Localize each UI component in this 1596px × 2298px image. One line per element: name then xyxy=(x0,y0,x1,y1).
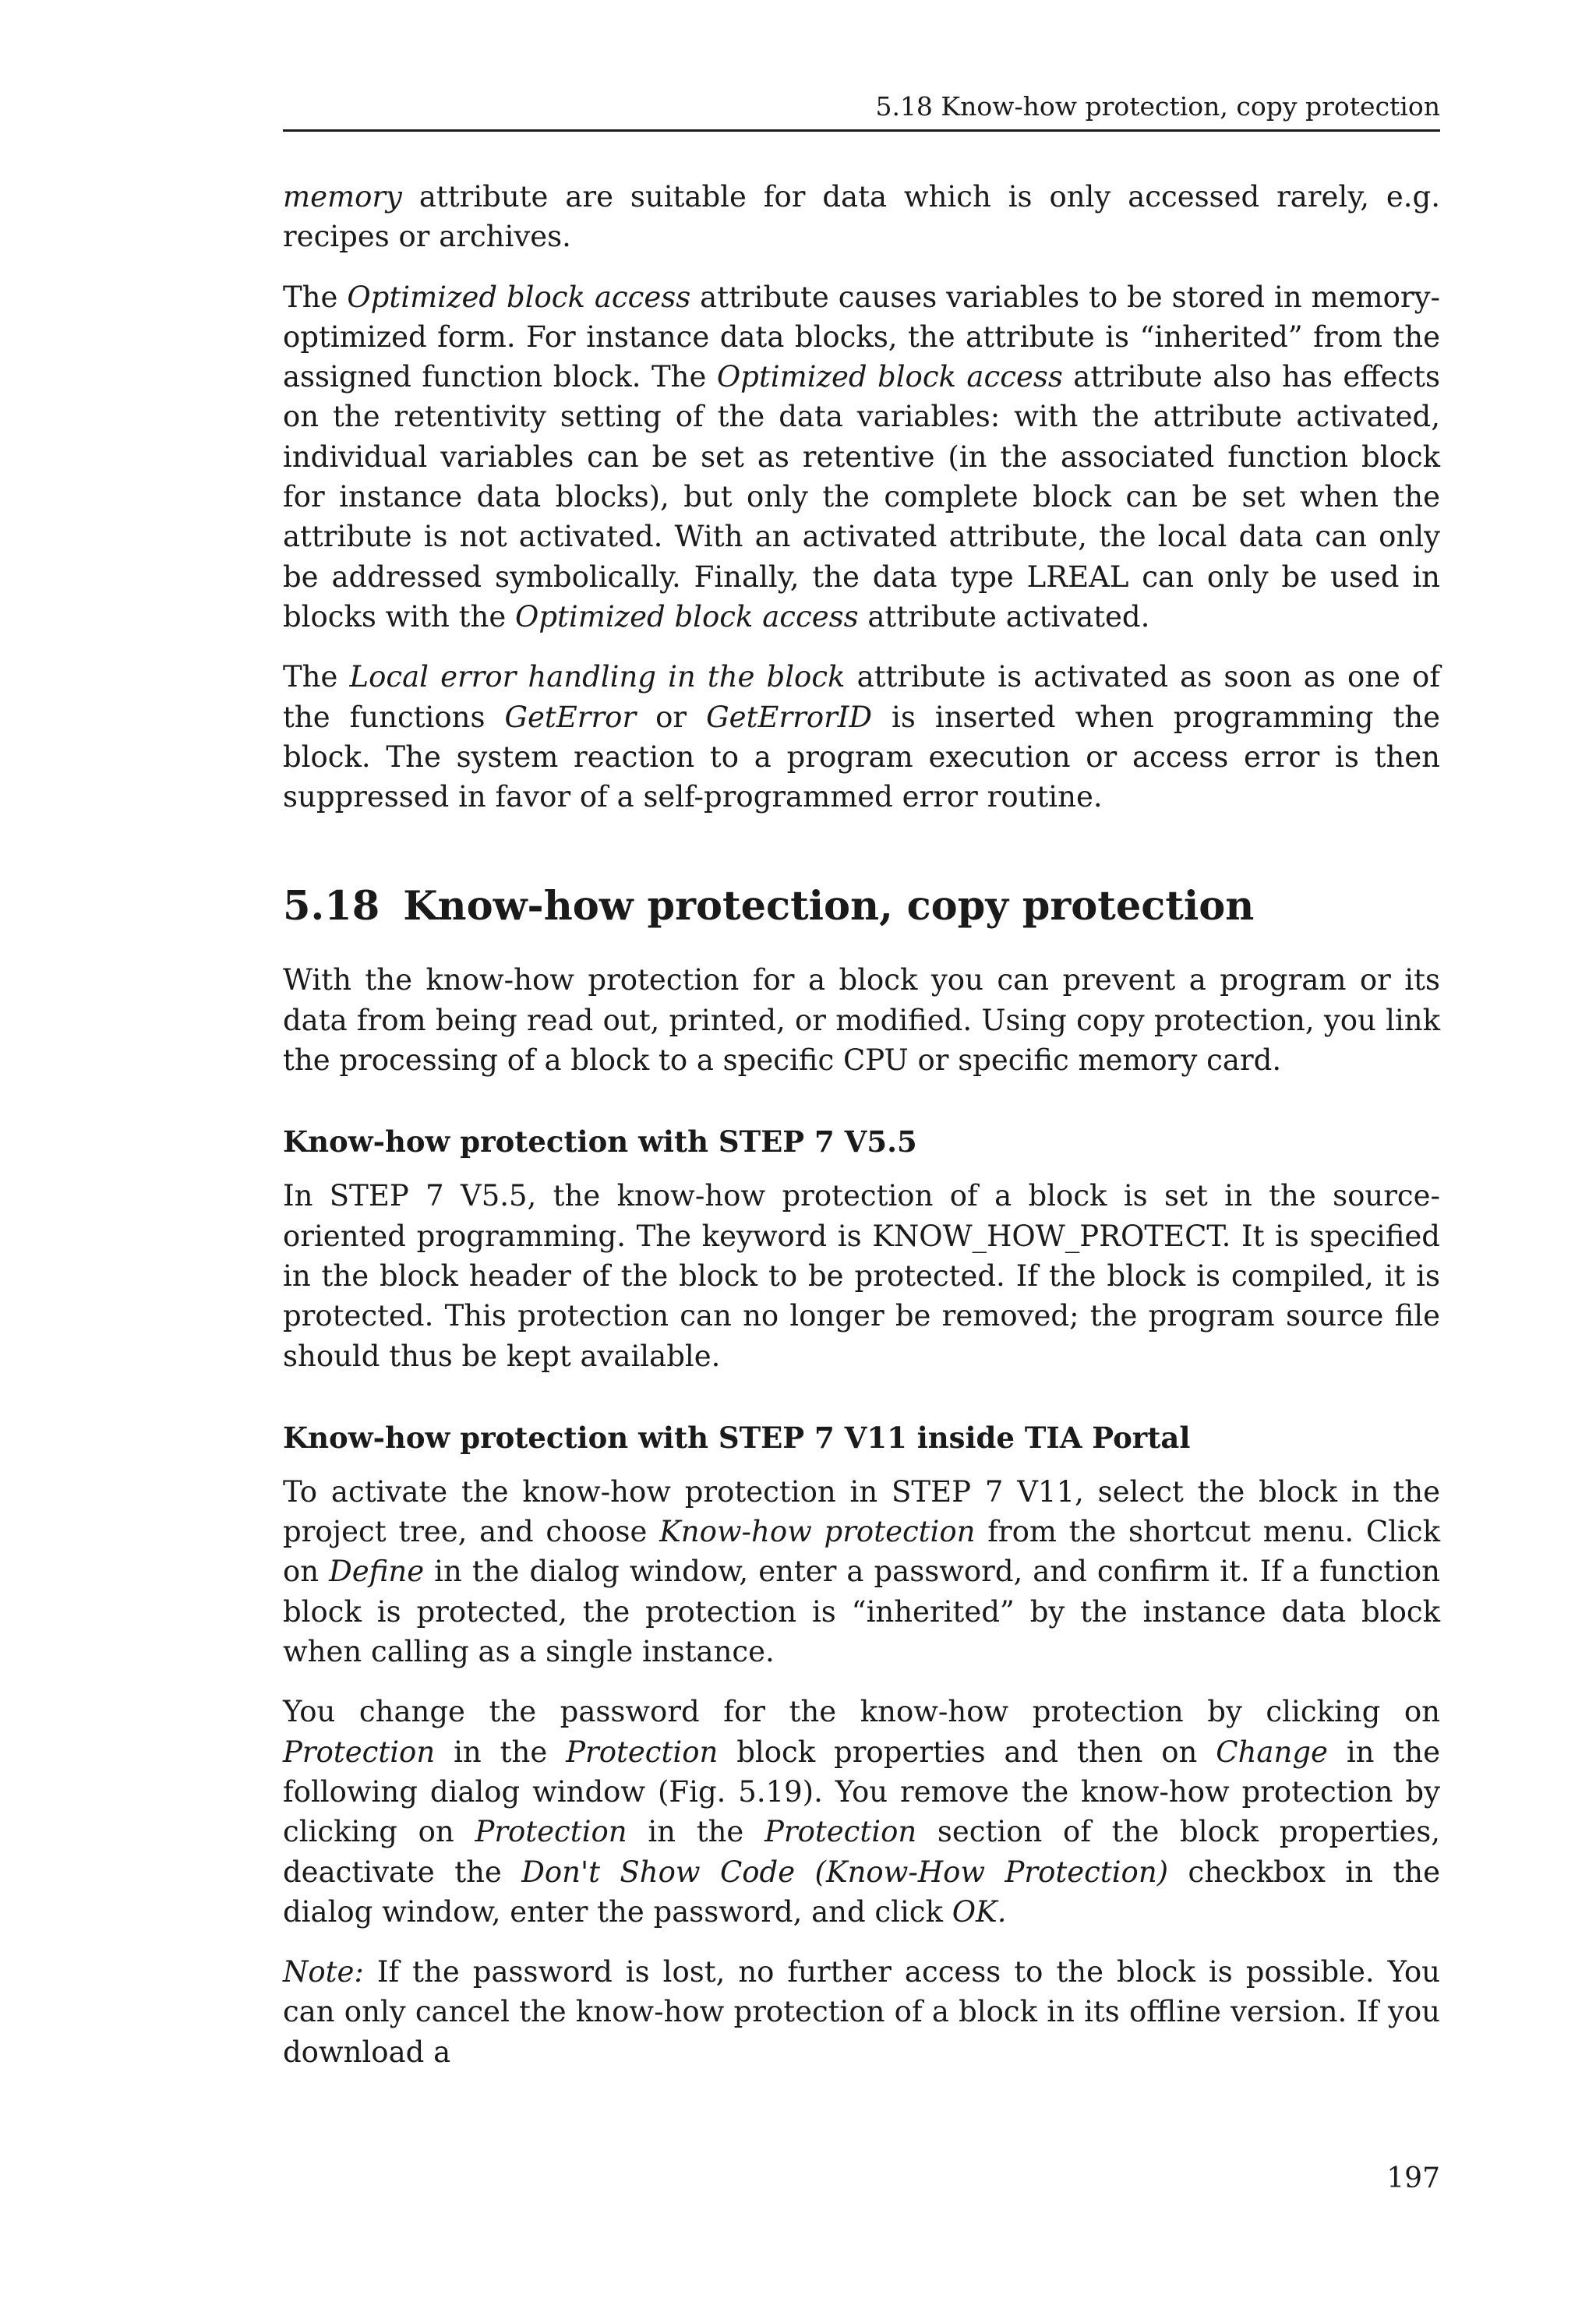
italic-term: GetError xyxy=(504,700,637,734)
page-number: 197 xyxy=(1386,2162,1440,2194)
running-head: 5.18 Know-how protection, copy protection xyxy=(875,91,1440,122)
text-run: in the xyxy=(435,1735,567,1769)
paragraph xyxy=(283,960,1440,1080)
section-heading xyxy=(283,881,1440,932)
section-number: 5.18 xyxy=(283,883,380,930)
subheading: Know-how protection with STEP 7 V11 inside TIA Portal xyxy=(283,1420,1191,1455)
italic-term: Note: xyxy=(283,1955,364,1989)
header-rule xyxy=(283,129,1440,132)
text-run: or xyxy=(636,700,707,734)
text-run: attribute are suitable for data which is only accessed rarely, e.g. recipes or archives. xyxy=(283,180,1440,254)
subheading: Know-how protection with STEP 7 V5.5 xyxy=(283,1124,917,1160)
italic-term: Optimized block access xyxy=(515,599,859,634)
text-run: You change the password for the know-how protection by clicking on xyxy=(283,1695,1440,1729)
italic-term: Optimized block access xyxy=(347,280,691,314)
text-run: is inserted when programming the block. The system reaction to a program execution or access error is then suppressed in favor of a self-programmed error routine. xyxy=(283,700,1440,814)
paragraph xyxy=(283,1176,1440,1375)
text-run: To activate the know-how protection in STEP 7 V11, select the block in the project tree, and choose xyxy=(283,1474,1440,1549)
italic-term: Protection xyxy=(283,1735,436,1769)
text-run: block properties and then on xyxy=(718,1735,1216,1769)
text-run: attribute activated. xyxy=(858,599,1150,634)
italic-term: Local error handling in the block xyxy=(349,660,846,694)
italic-term: GetErrorID xyxy=(706,700,873,734)
paragraph xyxy=(283,277,1440,637)
italic-term: Optimized block access xyxy=(716,360,1063,394)
section-title: Know-how protection, copy protection xyxy=(403,883,1255,930)
italic-term: Define xyxy=(329,1555,425,1589)
text-run: in the following dialog window (Fig. 5.19). You remove the know-how protection by clicking on xyxy=(283,1735,1440,1849)
text-run: attribute causes variables to be stored in memory-optimized form. For instance data blocks, the attribute is “inherited” from the assigned function block. The xyxy=(283,280,1440,394)
text-run: attribute is activated as soon as one of the functions xyxy=(283,660,1441,734)
paragraph xyxy=(283,1472,1440,1671)
italic-term: Protection xyxy=(475,1815,627,1849)
text-run: in the dialog window, enter a password, and confirm it. If a function block is protected, the protection is “inherited” by the instance data block when calling as a single instance. xyxy=(283,1555,1440,1669)
text-run: in the xyxy=(627,1815,765,1849)
italic-term: memory xyxy=(283,180,402,214)
text-run: The xyxy=(283,660,350,694)
italic-term: Know-how protection xyxy=(659,1515,976,1549)
body-text xyxy=(283,177,1440,2092)
paragraph xyxy=(283,1952,1440,2072)
text-run: In STEP 7 V5.5, the know-how protection of a block is set in the source-oriented programming. The keyword is KNOW_HOW_PROTECT. It is specified in the block header of the block to be protected. If the block is compiled, it is protected. This protection can no longer be removed; the program source file should thus be kept available. xyxy=(283,1179,1440,1373)
text-run: checkbox in the dialog window, enter the password, and click xyxy=(283,1855,1440,1929)
italic-term: Protection xyxy=(566,1735,719,1769)
paragraph xyxy=(283,177,1440,257)
italic-term: Don't Show Code (Know-How Protection) xyxy=(521,1855,1169,1889)
paragraph xyxy=(283,1692,1440,1932)
text-run: The xyxy=(283,280,348,314)
text-run: from the shortcut menu. Click on xyxy=(283,1515,1440,1589)
paragraph xyxy=(283,657,1440,817)
text-run: attribute also has effects on the retentivity setting of the data variables: with the attribute activated, individual variables can be set as retentive (in the associated function block for instance data blocks), but only the complete block can be set when the attribute is not activated. With an activated attribute, the local data can only be addressed symbolically. Finally, the data type LREAL can only be used in blocks with the xyxy=(283,360,1440,634)
italic-term: Protection xyxy=(764,1815,917,1849)
text-run: If the password is lost, no further access to the block is possible. You can only cancel the know-how protection of a block in its offline version. If you download a xyxy=(283,1955,1440,2069)
italic-term: OK. xyxy=(952,1894,1007,1929)
italic-term: Change xyxy=(1216,1735,1328,1769)
text-run: section of the block properties, deactivate the xyxy=(283,1815,1440,1889)
text-run: With the know-how protection for a block you can prevent a program or its data from being read out, printed, or modified. Using copy protection, you link the processing of a block to a specific CPU or specific memory card. xyxy=(283,963,1440,1078)
